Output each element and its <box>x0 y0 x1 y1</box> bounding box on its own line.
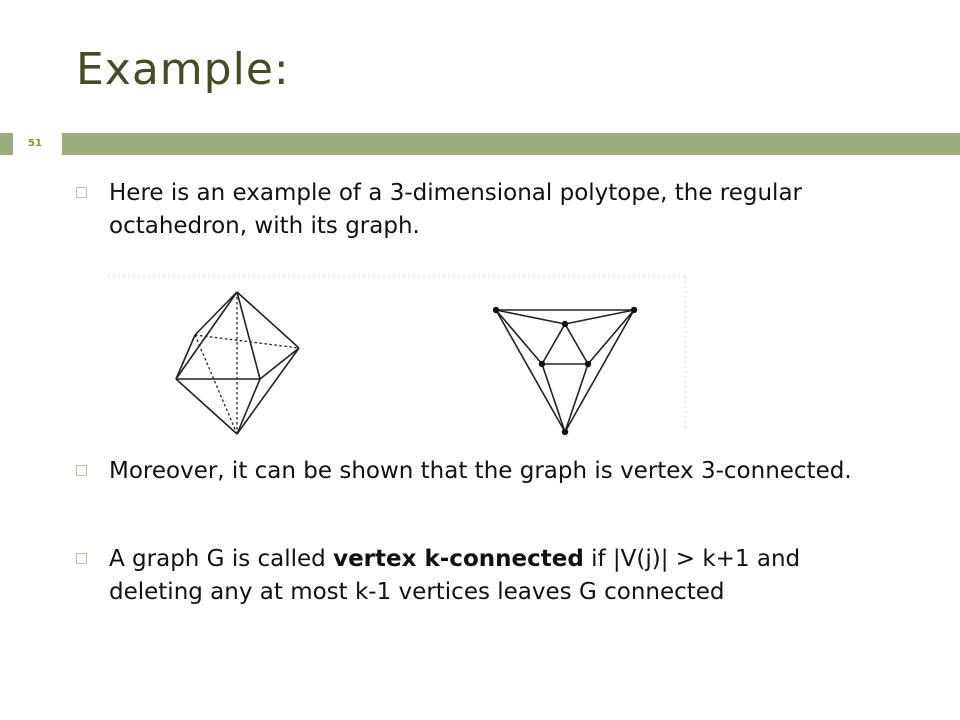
bullet-item-3 <box>76 543 896 609</box>
header-rule-left <box>0 133 13 155</box>
slide-title: Example: <box>76 44 290 95</box>
octahedron-hidden-edges <box>195 292 299 434</box>
graph-edges <box>496 310 634 432</box>
bullet-text-2: Moreover, it can be shown that the graph is vertex 3-connected. <box>109 458 852 484</box>
bullet-text-3-term: vertex k-connected <box>333 546 584 572</box>
bullet-text-3-pre: A graph G is called <box>109 546 334 572</box>
graph-vertex <box>539 361 545 367</box>
figure-border <box>108 274 686 279</box>
graph-vertex <box>631 307 637 313</box>
graph-vertex <box>585 361 591 367</box>
bullet-text-1: Here is an example of a 3-dimensional polytope, the regular octahedron, with its graph. <box>109 180 802 239</box>
bullet-item-1 <box>76 177 896 243</box>
figure-border-edge <box>684 276 687 428</box>
graph-vertex <box>562 429 568 435</box>
hollow-square-icon <box>76 187 87 198</box>
graph-vertex <box>562 321 568 327</box>
graph-vertex <box>493 307 499 313</box>
hollow-square-icon <box>76 553 87 564</box>
bullet-item-2 <box>76 455 896 488</box>
bullet-text-3 <box>109 543 896 609</box>
bullet-text-3-post: if |V(j)| > k+1 and deleting any at most k-1 vertices leaves G connected <box>109 546 801 605</box>
hollow-square-icon <box>76 465 87 476</box>
slide-number: 51 <box>28 138 42 149</box>
header-rule <box>62 133 960 155</box>
graph-vertices <box>493 307 637 435</box>
octahedron-visible-edges <box>176 292 299 434</box>
